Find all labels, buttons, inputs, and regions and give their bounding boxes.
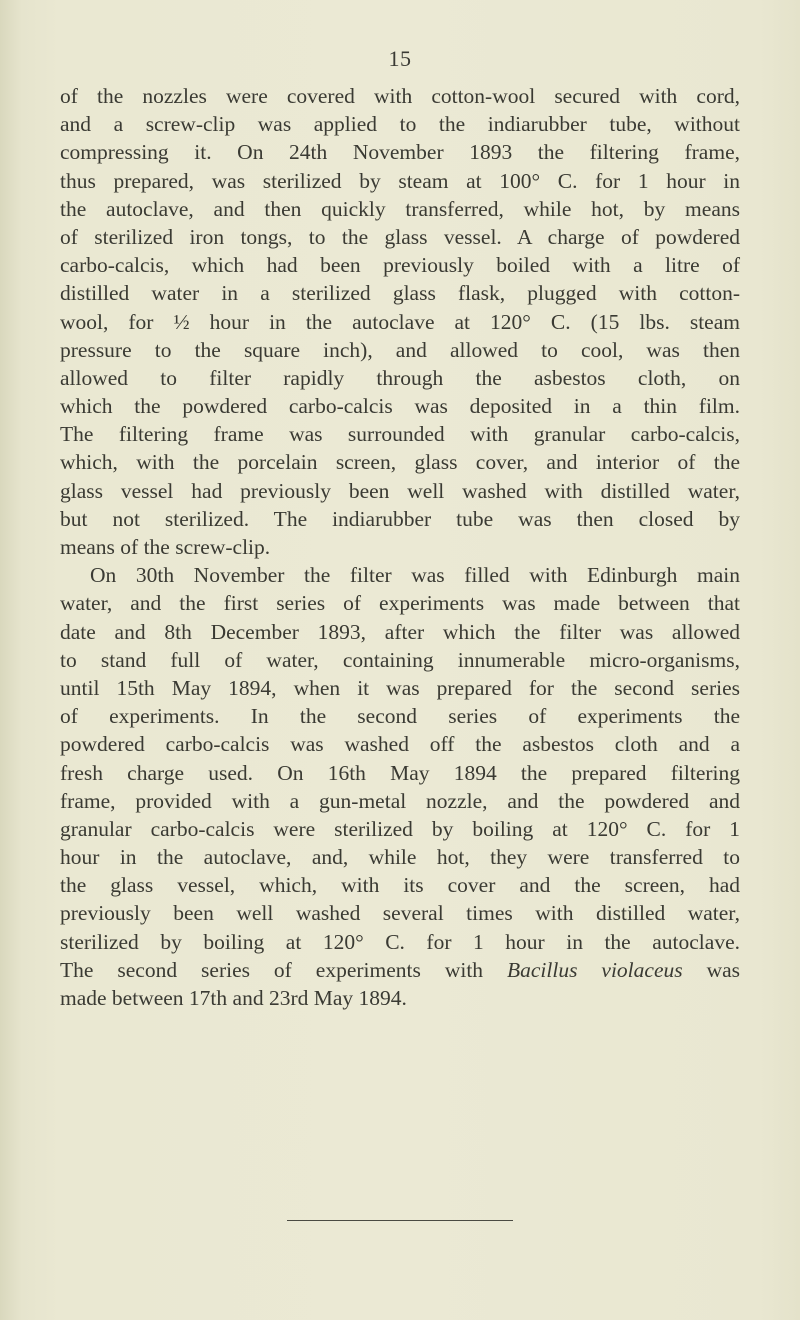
- text-line: but not sterilized. The indiarubber tube was then closed by: [60, 506, 740, 531]
- text-line: sterilized by boiling at 120° C. for 1 hour in the autoclave.: [60, 929, 740, 954]
- section-divider: [287, 1220, 513, 1221]
- text-line: powdered carbo-calcis was washed off the asbestos cloth and a: [60, 732, 740, 757]
- text-line: carbo-calcis, which had been previously boiled with a litre of: [60, 253, 740, 278]
- text-line: On 30th November the filter was filled with Edinburgh main: [90, 563, 740, 588]
- text-line: and a screw-clip was applied to the indiarubber tube, without: [60, 112, 740, 137]
- text-line: the glass vessel, which, with its cover and the screen, had: [60, 873, 740, 898]
- text-line: allowed to filter rapidly through the asbestos cloth, on: [60, 365, 740, 390]
- text-line: previously been well washed several times with distilled water,: [60, 901, 740, 926]
- text-line: date and 8th December 1893, after which the filter was allowed: [60, 619, 740, 644]
- text-line: until 15th May 1894, when it was prepared for the second series: [60, 675, 740, 700]
- text-line: The filtering frame was surrounded with granular carbo-calcis,: [60, 422, 740, 447]
- body-text: [60, 82, 740, 1012]
- species-name: Bacillus violaceus: [507, 957, 683, 982]
- text-line: of sterilized iron tongs, to the glass vessel. A charge of powdered: [60, 224, 740, 249]
- text-line: frame, provided with a gun-metal nozzle, and the powdered and: [60, 788, 740, 813]
- text-fragment: was: [706, 957, 740, 982]
- text-line: of experiments. In the second series of experiments the: [60, 704, 740, 729]
- text-line: the autoclave, and then quickly transferred, while hot, by means: [60, 196, 740, 221]
- text-line: thus prepared, was sterilized by steam at 100° C. for 1 hour in: [60, 168, 740, 193]
- text-line: fresh charge used. On 16th May 1894 the prepared filtering: [60, 760, 740, 785]
- text-fragment: The second series of experiments with: [60, 957, 484, 982]
- text-line: pressure to the square inch), and allowed to cool, was then: [60, 337, 740, 362]
- text-line: which the powdered carbo-calcis was deposited in a thin film.: [60, 394, 740, 419]
- text-line: [60, 956, 740, 984]
- text-line: compressing it. On 24th November 1893 the filtering frame,: [60, 140, 740, 165]
- text-line: glass vessel had previously been well washed with distilled water,: [60, 478, 740, 503]
- text-line: granular carbo-calcis were sterilized by boiling at 120° C. for 1: [60, 816, 740, 841]
- text-line: distilled water in a sterilized glass flask, plugged with cotton-: [60, 281, 740, 306]
- text-line: means of the screw-clip.: [60, 535, 271, 559]
- text-line: made between 17th and 23rd May 1894.: [60, 986, 407, 1010]
- text-line: hour in the autoclave, and, while hot, they were transferred to: [60, 845, 740, 870]
- text-line: of the nozzles were covered with cotton-wool secured with cord,: [60, 84, 740, 108]
- text-line: wool, for ½ hour in the autoclave at 120° C. (15 lbs. steam: [60, 309, 740, 334]
- text-line: to stand full of water, containing innumerable micro-organisms,: [60, 647, 740, 672]
- text-line: water, and the first series of experiments was made between that: [60, 591, 740, 616]
- page-number: 15: [388, 46, 412, 71]
- text-line: which, with the porcelain screen, glass cover, and interior of the: [60, 450, 740, 475]
